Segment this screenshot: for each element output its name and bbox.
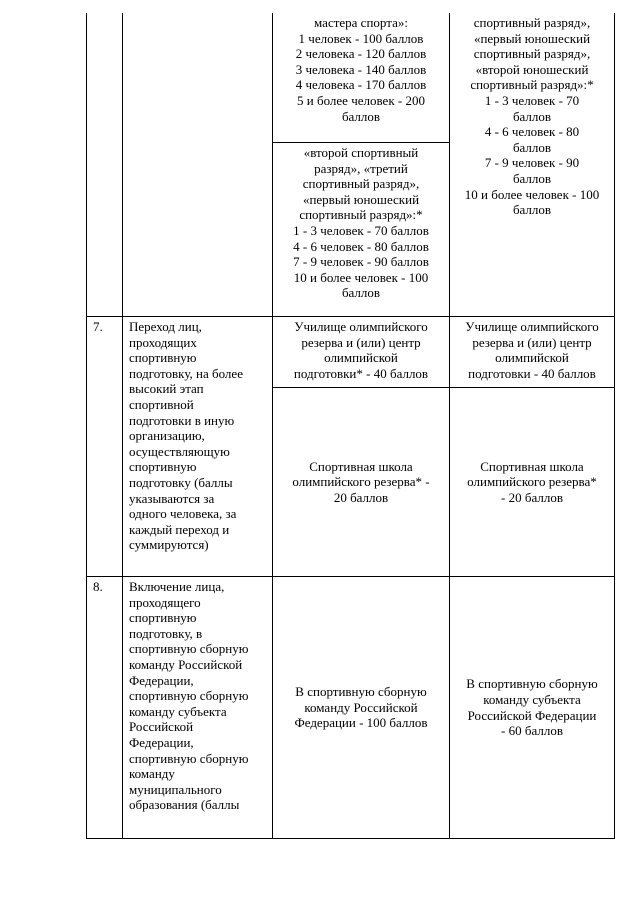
cell-text-line: 7 - 9 человек - 90 баллов	[293, 254, 429, 270]
cell-text-line: спортивный разряд»:*	[299, 207, 423, 223]
cell-text-line: 4 человека - 170 баллов	[295, 77, 427, 93]
cell-text-line: 10 и более человек - 100	[293, 269, 429, 285]
cell-text-line: олимпийской	[324, 350, 398, 366]
cell-text-line: Переход лиц,	[129, 319, 202, 334]
cell-text-line: спортивной	[129, 396, 194, 412]
cell-text-line: баллов	[512, 108, 552, 124]
points-cell	[273, 319, 449, 381]
cell-text-line: Спортивная школа	[309, 458, 413, 474]
cell-text-line: олимпийской	[495, 350, 569, 366]
cell-text-line: команду	[129, 766, 175, 782]
cell-divider	[272, 142, 449, 143]
cell-text-line: спортивный разряд»:*	[470, 77, 594, 93]
cell-text-line: подготовки в иную	[129, 412, 235, 428]
cell-text-line: спортивную	[129, 350, 197, 366]
cell-text-line: Российской Федерации	[467, 707, 597, 723]
cell-text-line: «первый юношеский	[473, 30, 591, 46]
table-border-right	[614, 13, 615, 839]
cell-text-line: спортивный разряд»,	[473, 15, 591, 30]
cell-text-line: олимпийского резерва* -	[292, 474, 430, 490]
cell-text-line: команду Российской	[129, 656, 243, 672]
cell-text-line: 1 - 3 человек - 70	[484, 92, 580, 108]
cell-text-line: 3 человека - 140 баллов	[295, 61, 427, 77]
cell-text-line: - 60 баллов	[501, 723, 563, 739]
points-cell	[450, 577, 614, 838]
cell-text-line: Федерации,	[129, 672, 194, 688]
cell-text-line: В спортивную сборную	[466, 676, 598, 692]
cell-text-line: 4 - 6 человек - 80	[484, 124, 580, 140]
cell-text-line: - 20 баллов	[501, 489, 563, 505]
table-border-left	[86, 13, 87, 839]
points-cell	[450, 388, 614, 576]
cell-text-line: команду Российской	[304, 699, 418, 715]
cell-text-line: «первый юношеский	[302, 191, 420, 207]
cell-text-line: спортивную сборную	[129, 750, 249, 766]
cell-text-line: Федерации - 100 баллов	[294, 715, 428, 731]
cell-text-line: подготовку, на более	[129, 365, 243, 381]
cell-text-line: резерва и (или) центр	[472, 334, 592, 350]
cell-text-line: высокий этап	[129, 381, 204, 397]
cell-text-line: мастера спорта»:	[314, 15, 408, 30]
achievement-points-list	[273, 15, 449, 124]
cell-text-line: разряд», «третий	[314, 160, 408, 176]
cell-text-line: резерва и (или) центр	[301, 334, 421, 350]
table-border-bottom	[86, 838, 615, 839]
cell-text-line: 4 - 6 человек - 80 баллов	[293, 238, 429, 254]
cell-text-line: 10 и более человек - 100	[464, 186, 600, 202]
cell-text-line: баллов	[512, 170, 552, 186]
cell-text-line: каждый переход и	[129, 521, 230, 537]
cell-text-line: Включение лица,	[129, 579, 225, 594]
cell-text-line: баллов	[512, 202, 552, 218]
cell-text-line: «второй спортивный	[303, 145, 419, 160]
cell-text-line: указываются за	[129, 490, 215, 506]
cell-text-line: баллов	[341, 285, 381, 301]
achievement-points-list	[450, 15, 614, 218]
row-number: 7.	[93, 319, 103, 334]
cell-text-line: 1 - 3 человек - 70 баллов	[293, 222, 429, 238]
row-divider	[86, 316, 615, 317]
cell-text-line: баллов	[341, 108, 381, 124]
cell-text-line: команду субъекта	[483, 691, 581, 707]
achievement-points-list	[273, 145, 449, 301]
cell-text-line: «второй юношеский	[475, 61, 589, 77]
cell-text-line: 2 человека - 120 баллов	[295, 46, 427, 62]
cell-text-line: спортивную	[129, 610, 197, 626]
criterion-text	[123, 579, 272, 813]
cell-text-line: Российской	[129, 719, 194, 735]
cell-text-line: Федерации,	[129, 734, 194, 750]
cell-text-line: олимпийского резерва*	[467, 474, 597, 490]
cell-text-line: подготовку (баллы	[129, 474, 233, 490]
cell-text-line: суммируются)	[129, 537, 209, 553]
points-cell	[273, 388, 449, 576]
points-cell	[273, 577, 449, 838]
criterion-text	[123, 319, 272, 553]
cell-text-line: проходящего	[129, 594, 201, 610]
cell-text-line: баллов	[512, 139, 552, 155]
cell-text-line: 20 баллов	[333, 489, 389, 505]
criteria-table	[86, 13, 615, 839]
cell-text-line: Спортивная школа	[480, 458, 584, 474]
cell-text-line: спортивный разряд»,	[473, 46, 591, 62]
cell-text-line: В спортивную сборную	[295, 684, 427, 700]
cell-text-line: муниципального	[129, 781, 222, 797]
points-cell	[450, 319, 614, 381]
cell-text-line: спортивный разряд»,	[302, 176, 420, 192]
cell-text-line: Училище олимпийского	[465, 319, 599, 334]
row-number: 8.	[93, 579, 103, 594]
cell-text-line: 7 - 9 человек - 90	[484, 155, 580, 171]
cell-text-line: одного человека, за	[129, 506, 237, 522]
cell-text-line: подготовки - 40 баллов	[468, 365, 596, 381]
cell-text-line: проходящих	[129, 334, 197, 350]
cell-text-line: организацию,	[129, 428, 205, 444]
cell-text-line: спортивную сборную	[129, 641, 249, 657]
cell-text-line: подготовку, в	[129, 625, 203, 641]
cell-text-line: образования (баллы	[129, 797, 240, 813]
cell-text-line: подготовки* - 40 баллов	[293, 365, 429, 381]
cell-text-line: осуществляющую	[129, 443, 230, 459]
cell-text-line: команду субъекта	[129, 703, 227, 719]
cell-text-line: Училище олимпийского	[294, 319, 428, 334]
cell-text-line: 1 человек - 100 баллов	[298, 30, 424, 46]
cell-text-line: спортивную сборную	[129, 688, 249, 704]
cell-text-line: 5 и более человек - 200	[297, 92, 425, 108]
cell-text-line: спортивную	[129, 459, 197, 475]
